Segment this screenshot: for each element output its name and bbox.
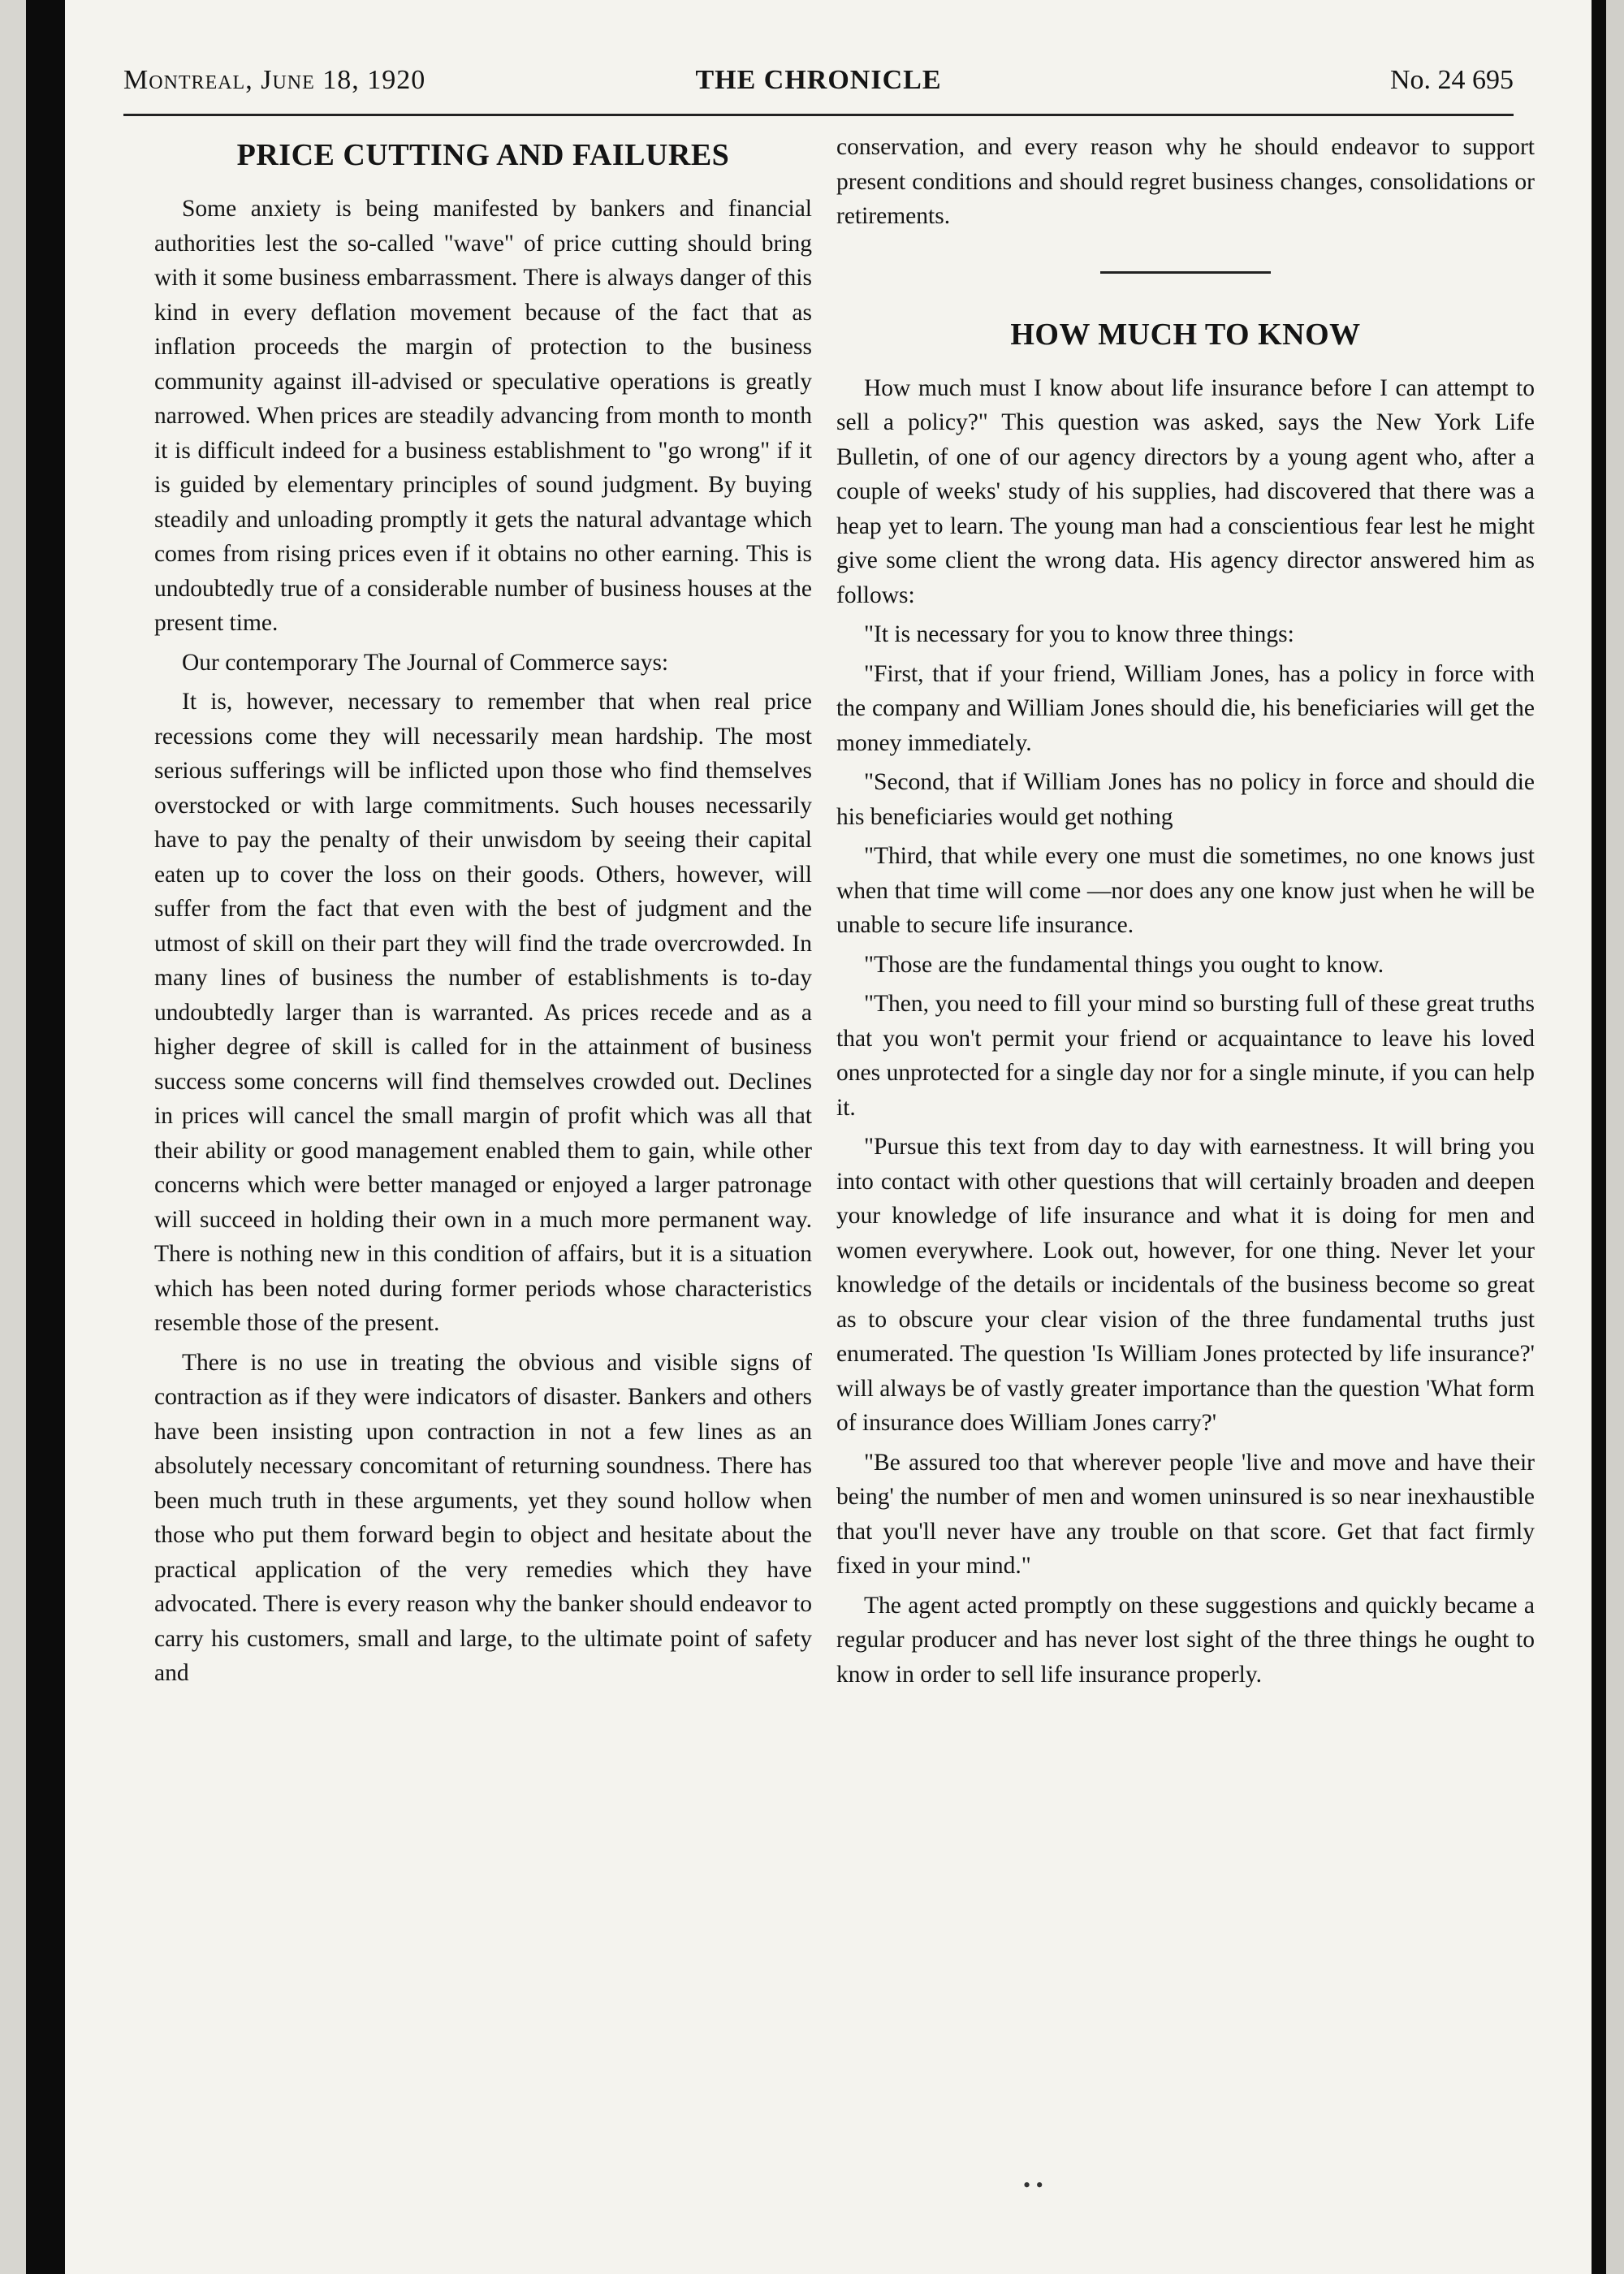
article-paragraph: How much must I know about life insurance before I can attempt to sell a policy?" This question was asked, says the New York Life Bulletin, of one of our agency directors by a young agent who, after a couple of weeks' study of his supplies, had discovered that there was a heap yet to learn. The young man had a conscientious fear lest he might give some client the wrong data. His agency director answered him as follows:	[836, 374, 1535, 608]
quoted-paragraph: It is, however, necessary to remember that when real price recessions come they will necessarily mean hardship. The most serious sufferings will be inflicted upon those who find themselves overstocked or with large commitments. Such houses necessarily have to pay the penalty of their unwisdom by seeing their capital eaten up to cover the loss on their goods. Others, however, will suffer from the fact that even with the best of judgment and the utmost of skill on their part they will find the trade overcrowded. In many lines of business the number of establishments is to-day undoubtedly larger than is warranted. As prices recede and as a higher degree of skill is called for in the attainment of business success some concerns will find themselves crowded out. Declines in prices will cancel the small margin of profit which was all that their ability or good management enabled them to gain, while other concerns which were better managed or enjoyed a larger patronage will succeed in holding their own in a much more permanent way. There is nothing new in this condition of affairs, but it is a situation which has been noted during former periods whose characteristics resemble those of the present.	[154, 689, 812, 1336]
article-paragraph: "It is necessary for you to know three things:	[864, 621, 1294, 647]
newspaper-page	[65, 0, 1592, 2274]
publication-title: THE CHRONICLE	[695, 65, 942, 95]
page-header	[123, 58, 1514, 115]
issue-number: No. 24 695	[1389, 65, 1514, 95]
article-paragraph: "First, that if your friend, William Jones, has a policy in force with the company and William Jones should die, his beneficiaries will get the money immediately.	[836, 660, 1535, 756]
right-column	[836, 130, 1535, 1697]
header-rule	[123, 114, 1514, 116]
dateline: Montreal, June 18, 1920	[123, 65, 426, 95]
article-title-price-cutting: PRICE CUTTING AND FAILURES	[236, 138, 730, 172]
left-column	[154, 130, 812, 1696]
article-paragraph: "Then, you need to fill your mind so bursting full of these great truths that you won't permit your friend or acquaintance to leave his loved ones unprotected for a single day nor for a single minute, if you can help it.	[836, 991, 1535, 1121]
article-divider	[1100, 271, 1271, 274]
article-paragraph: The agent acted promptly on these suggestions and quickly became a regular producer and has never lost sight of the three things he ought to know in order to sell life insurance properly.	[836, 1592, 1535, 1688]
article-paragraph: "Third, that while every one must die sometimes, no one knows just when that time will come —nor does any one know just when he will be unable to secure life insurance.	[836, 843, 1535, 938]
article-continuation: conservation, and every reason why he should endeavor to support present conditions and should regret business changes, consolidations or retirements.	[836, 134, 1535, 229]
article-paragraph: "Second, that if William Jones has no policy in force and should die his beneficiaries would get nothing	[836, 769, 1535, 830]
footer-mark: • •	[1023, 2173, 1043, 2197]
article-paragraph: "Pursue this text from day to day with earnestness. It will bring you into contact with other questions that will certainly broaden and deepen your knowledge of life insurance and what it is doing for men and women everywhere. Look out, however, for one thing. Never let your knowledge of the details or incidentals of the business become so great as to obscure your clear vision of the three fundamental truths just enumerated. The question 'Is William Jones protected by life insurance?' will always be of vastly greater importance than the question 'What form of insurance does William Jones carry?'	[836, 1134, 1535, 1436]
article-title-how-much-to-know: HOW MUCH TO KNOW	[1010, 317, 1361, 352]
scan-border-left	[0, 0, 26, 2274]
scan-border-right	[1606, 0, 1624, 2274]
article-paragraph: "Be assured too that wherever people 'live and move and have their being' the number of men and women uninsured is so near inexhaustible that you'll never have any trouble on that score. Get that fact firmly fixed in your mind."	[836, 1449, 1535, 1579]
article-paragraph: "Those are the fundamental things you ought to know.	[864, 951, 1384, 978]
article-paragraph: Some anxiety is being manifested by bankers and financial authorities lest the so-called "wave" of price cutting should bring with it some business embarrassment. There is always danger of this kind in every deflation movement because of the fact that as inflation proceeds the margin of protection to the business community against ill-advised or speculative operations is greatly narrowed. When prices are steadily advancing from month to month it is difficult indeed for a business establishment to "go wrong" if it is guided by elementary principles of sound judgment. By buying steadily and unloading promptly it gets the natural advantage which comes from rising prices even if it obtains no other earning. This is undoubtedly true of a considerable number of business houses at the present time.	[154, 196, 812, 636]
article-paragraph: There is no use in treating the obvious and visible signs of contraction as if they were indicators of disaster. Bankers and others have been insisting upon contraction in not a few lines as an absolutely necessary concomitant of returning soundness. There has been much truth in these arguments, yet they sound hollow when those who put them forward begin to object and hesitate about the practical application of the very remedies which they have advocated. There is every reason why the banker should endeavor to carry his customers, small and large, to the ultimate point of safety and	[154, 1349, 812, 1686]
article-paragraph: Our contemporary The Journal of Commerce says:	[182, 649, 669, 676]
